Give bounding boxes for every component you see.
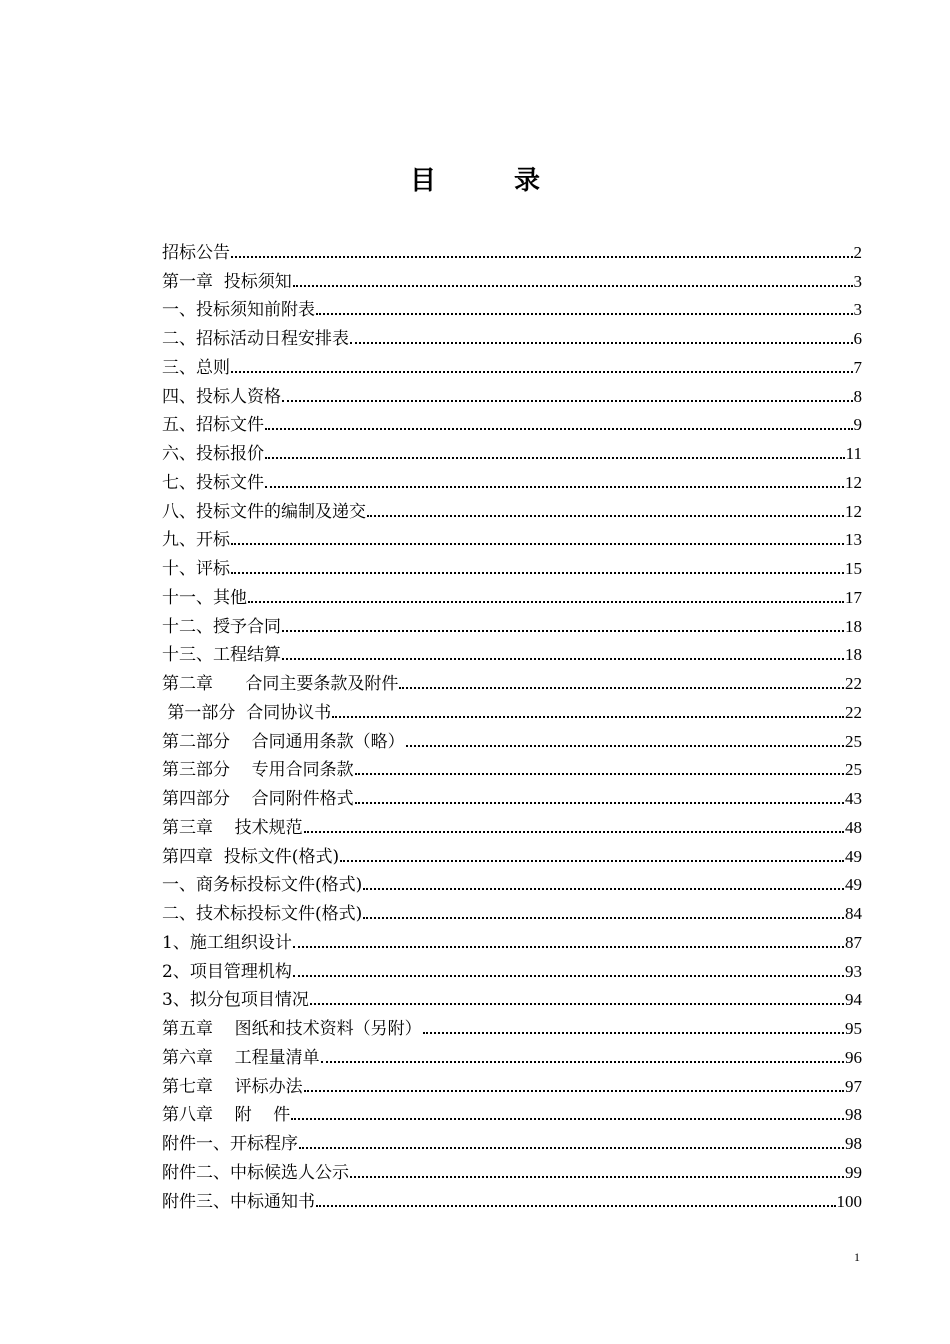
toc-entry[interactable]: [162, 435, 862, 464]
page-title: [0, 160, 950, 197]
toc-entry-label: 附件二、中标候选人公示: [162, 1162, 349, 1183]
toc-entry-label: 二、招标活动日程安排表: [162, 329, 349, 349]
toc-leader-dots: [350, 342, 853, 344]
toc-entry-label: 第二章 合同主要条款及附件: [162, 674, 399, 694]
toc-entry-page: 100: [836, 1191, 862, 1211]
toc-leader-dots: [231, 572, 844, 574]
toc-leader-dots: [299, 1147, 844, 1149]
toc-leader-dots: [282, 400, 853, 402]
toc-entry-label: 一、商务标投标文件(格式): [162, 875, 363, 896]
toc-leader-dots: [291, 1118, 844, 1120]
toc-entry[interactable]: [162, 464, 862, 493]
toc-entry-page: 22: [845, 702, 862, 722]
toc-entry-page: 18: [845, 645, 862, 665]
toc-leader-dots: [350, 1176, 844, 1178]
table-of-contents: [162, 234, 862, 1212]
toc-entry-page: 15: [845, 559, 862, 578]
toc-leader-dots: [293, 285, 853, 287]
toc-entry-page: 87: [845, 932, 862, 952]
toc-entry-label: 六、投标报价: [162, 444, 264, 464]
toc-leader-dots: [231, 256, 853, 258]
toc-entry-page: 12: [845, 472, 862, 492]
toc-entry[interactable]: [162, 234, 862, 263]
toc-entry[interactable]: [162, 608, 862, 637]
toc-leader-dots: [248, 601, 844, 603]
toc-leader-dots: [265, 428, 853, 430]
toc-entry-label: 第六章 工程量清单: [162, 1047, 320, 1068]
toc-entry[interactable]: [162, 550, 862, 579]
toc-entry-page: 93: [845, 961, 862, 981]
toc-entry-page: 94: [845, 990, 862, 1010]
toc-entry[interactable]: [162, 982, 862, 1011]
toc-entry-page: 49: [845, 846, 862, 866]
toc-entry[interactable]: [162, 867, 862, 896]
title-char-right: 录: [514, 166, 541, 196]
toc-entry-label: 第三部分 专用合同条款: [162, 760, 354, 781]
toc-entry-label: 附件三、中标通知书: [162, 1191, 315, 1212]
toc-entry-label: 一、投标须知前附表: [162, 300, 315, 321]
toc-entry-page: 18: [845, 616, 862, 636]
toc-leader-dots: [293, 975, 844, 977]
toc-entry-label: 三、总则: [162, 357, 230, 378]
toc-entry-page: 13: [845, 530, 862, 550]
toc-entry-page: 17: [845, 587, 862, 607]
toc-entry-page: 7: [853, 357, 862, 377]
toc-entry-page: 6: [853, 329, 862, 348]
toc-entry[interactable]: [162, 924, 862, 953]
toc-leader-dots: [406, 745, 844, 747]
toc-entry-page: 3: [853, 300, 862, 320]
toc-leader-dots: [231, 543, 844, 545]
toc-entry[interactable]: [162, 723, 862, 752]
toc-entry-label: 七、投标文件: [162, 472, 264, 493]
toc-entry-page: 22: [845, 674, 862, 693]
toc-entry[interactable]: [162, 838, 862, 867]
toc-entry-label: 四、投标人资格: [162, 386, 281, 407]
toc-entry-page: 99: [845, 1162, 862, 1182]
toc-leader-dots: [363, 888, 844, 890]
toc-leader-dots: [355, 802, 844, 804]
toc-entry-page: 98: [845, 1134, 862, 1153]
toc-leader-dots: [310, 1003, 844, 1005]
toc-entry[interactable]: [162, 1039, 862, 1068]
toc-entry-page: 25: [845, 760, 862, 780]
toc-leader-dots: [293, 946, 844, 948]
toc-entry-label: 3、拟分包项目情况: [162, 990, 309, 1011]
toc-entry-label: 第一章 投标须知: [162, 271, 292, 292]
toc-entry-label: 第三章 技术规范: [162, 817, 303, 838]
toc-entry[interactable]: [162, 665, 862, 694]
toc-entry-page: 49: [845, 875, 862, 895]
toc-leader-dots: [304, 1090, 844, 1092]
toc-leader-dots: [282, 658, 844, 660]
toc-entry[interactable]: [162, 809, 862, 838]
toc-entry[interactable]: [162, 1154, 862, 1183]
toc-entry-page: 95: [845, 1019, 862, 1038]
toc-entry[interactable]: [162, 522, 862, 551]
toc-leader-dots: [340, 860, 844, 862]
toc-entry-label: 第二部分 合同通用条款（略）: [162, 731, 405, 752]
toc-entry-label: 十一、其他: [162, 587, 247, 608]
toc-entry[interactable]: [162, 637, 862, 666]
toc-entry[interactable]: [162, 1125, 862, 1154]
toc-entry-label: 第四章 投标文件(格式): [162, 846, 340, 867]
toc-entry-page: 97: [845, 1076, 862, 1096]
toc-entry-label: 第八章 附 件: [162, 1105, 291, 1126]
toc-entry[interactable]: [162, 579, 862, 608]
toc-entry-page: 3: [853, 271, 862, 291]
toc-entry[interactable]: [162, 407, 862, 436]
toc-leader-dots: [316, 313, 853, 315]
title-char-left: 目: [409, 166, 436, 196]
toc-entry-label: 八、投标文件的编制及递交: [162, 501, 366, 522]
toc-leader-dots: [399, 687, 844, 689]
toc-entry[interactable]: [162, 349, 862, 378]
toc-entry-label: 第七章 评标办法: [162, 1076, 303, 1097]
toc-leader-dots: [332, 716, 844, 718]
toc-entry-label: 第五章 图纸和技术资料（另附）: [162, 1019, 422, 1039]
toc-entry-label: 十二、授予合同: [162, 616, 281, 637]
toc-entry[interactable]: [162, 292, 862, 321]
toc-leader-dots: [265, 457, 845, 459]
toc-entry[interactable]: [162, 378, 862, 407]
toc-leader-dots: [367, 515, 844, 517]
toc-leader-dots: [231, 371, 853, 373]
toc-entry[interactable]: [162, 1097, 862, 1126]
toc-entry-label: 第四部分 合同附件格式: [162, 789, 354, 809]
footer-page-number: 1: [854, 1250, 860, 1264]
toc-entry[interactable]: [162, 752, 862, 781]
toc-entry[interactable]: [162, 1068, 862, 1097]
toc-entry-label: 2、项目管理机构: [162, 961, 292, 982]
toc-leader-dots: [321, 1061, 844, 1063]
toc-entry[interactable]: [162, 953, 862, 982]
toc-entry[interactable]: [162, 320, 862, 349]
toc-entry-page: 8: [853, 386, 862, 406]
toc-entry-label: 五、招标文件: [162, 415, 264, 436]
toc-entry-page: 43: [845, 789, 862, 808]
toc-entry-label: 1、施工组织设计: [162, 932, 292, 953]
toc-leader-dots: [316, 1205, 836, 1207]
toc-entry[interactable]: [162, 1010, 862, 1039]
toc-entry-page: 25: [845, 731, 862, 751]
toc-leader-dots: [355, 773, 844, 775]
toc-entry[interactable]: [162, 780, 862, 809]
toc-entry-label: 第一部分 合同协议书: [162, 702, 332, 723]
toc-leader-dots: [304, 831, 844, 833]
toc-entry-page: 2: [853, 242, 862, 262]
toc-entry-page: 12: [845, 501, 862, 521]
toc-entry-label: 二、技术标投标文件(格式): [162, 904, 363, 924]
toc-entry-label: 十、评标: [162, 559, 230, 579]
toc-leader-dots: [423, 1032, 844, 1034]
toc-entry-page: 9: [853, 415, 862, 435]
toc-entry[interactable]: [162, 694, 862, 723]
toc-leader-dots: [282, 630, 844, 632]
toc-entry-page: 98: [845, 1105, 862, 1125]
toc-entry[interactable]: [162, 1183, 862, 1212]
toc-entry-page: 96: [845, 1047, 862, 1067]
toc-leader-dots: [363, 917, 844, 919]
toc-entry[interactable]: [162, 493, 862, 522]
toc-entry-page: 11: [845, 444, 862, 463]
toc-entry-label: 招标公告: [162, 242, 230, 263]
toc-entry-label: 十三、工程结算: [162, 645, 281, 666]
toc-entry-label: 附件一、开标程序: [162, 1134, 298, 1154]
toc-entry[interactable]: [162, 895, 862, 924]
toc-leader-dots: [265, 486, 844, 488]
toc-entry-page: 84: [845, 904, 862, 923]
toc-entry-label: 九、开标: [162, 530, 230, 551]
toc-entry[interactable]: [162, 263, 862, 292]
toc-entry-page: 48: [845, 817, 862, 837]
